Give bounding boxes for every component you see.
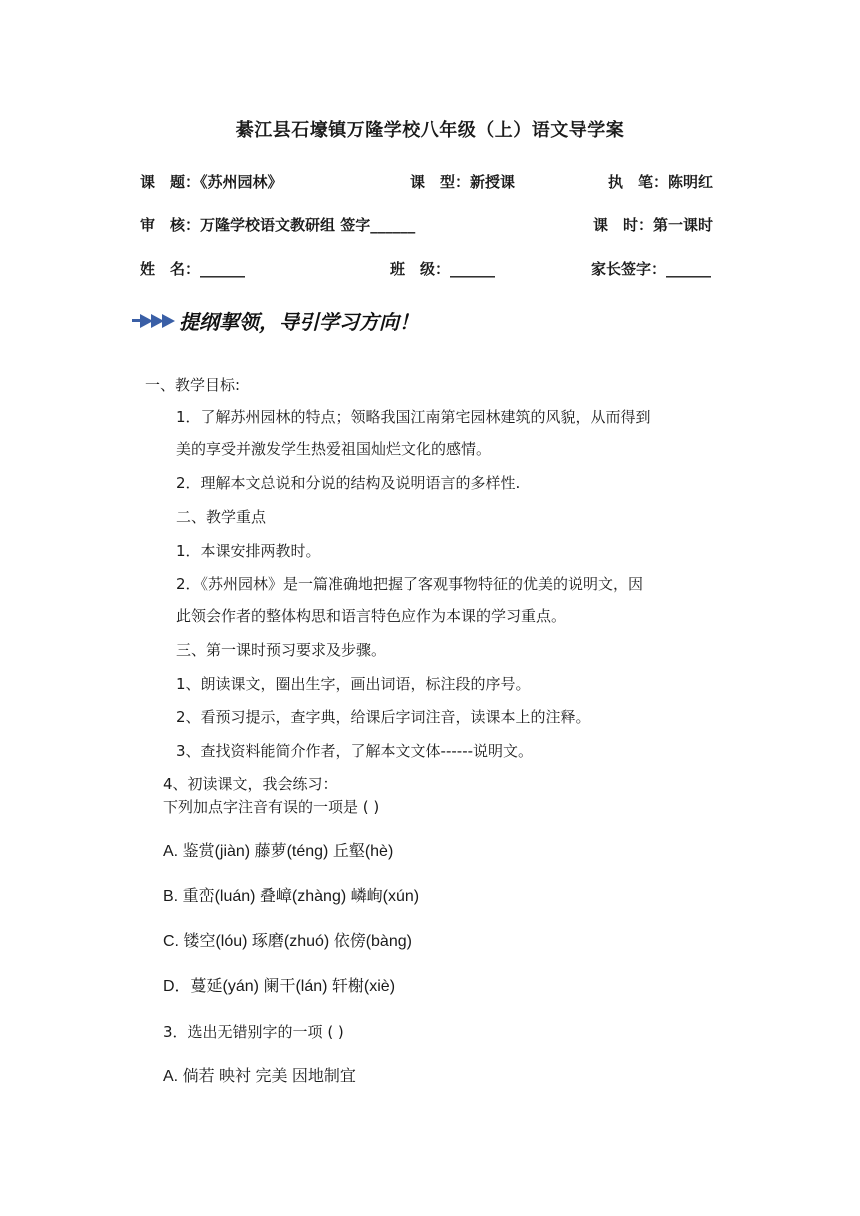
focus-heading: 二、教学重点 <box>176 508 267 526</box>
meta-reviewer: 审 核：万隆学校语文教研组 签字______ <box>140 216 416 234</box>
meta-class: 班 级：______ <box>390 260 496 278</box>
prep-1: 1、朗读课文，圈出生字，画出词语，标注段的序号。 <box>176 675 531 693</box>
prep-3: 3、查找资料能简介作者，了解本文文体------说明文。 <box>176 742 534 760</box>
prep-heading: 三、第一课时预习要求及步骤。 <box>176 641 387 659</box>
goal-1-line-2: 美的享受并激发学生热爱祖国灿烂文化的感情。 <box>176 440 492 458</box>
question-2-option-a: A. 倘若 映衬 完美 因地制宜 <box>163 1068 356 1085</box>
document-title: 綦江县石壕镇万隆学校八年级（上）语文导学案 <box>235 120 625 141</box>
goal-1-line-1: 1．了解苏州园林的特点；领略我国江南第宅园林建筑的风貌，从而得到 <box>176 408 651 426</box>
meta-name: 姓 名：______ <box>140 260 246 278</box>
question-1-option-c: C. 镂空(lóu) 琢磨(zhuó) 依傍(bàng) <box>163 933 412 950</box>
prep-4: 4、初读课文，我会练习： <box>163 775 338 793</box>
meta-lesson-type: 课 型：新授课 <box>410 173 516 191</box>
meta-period: 课 时：第一课时 <box>593 216 714 234</box>
section-banner <box>132 306 419 335</box>
meta-author: 执 笔：陈明红 <box>608 173 714 191</box>
triple-arrow-icon <box>132 314 173 328</box>
prep-2: 2、看预习提示，查字典，给课后字词注音，读课本上的注释。 <box>176 708 591 726</box>
question-1-stem: 下列加点字注音有误的一项是 ( ) <box>163 798 380 816</box>
focus-2-line-1: 2．《苏州园林》是一篇准确地把握了客观事物特征的优美的说明文，因 <box>176 575 644 593</box>
goals-heading: 一、教学目标: <box>145 376 241 394</box>
goal-2: 2．理解本文总说和分说的结构及说明语言的多样性. <box>176 474 521 492</box>
meta-parent-sign: 家长签字：______ <box>591 260 712 278</box>
focus-1: 1．本课安排两教时。 <box>176 542 321 560</box>
focus-2-line-2: 此领会作者的整体构思和语言特色应作为本课的学习重点。 <box>176 607 567 625</box>
question-2-stem: 3．选出无错别字的一项 ( ) <box>163 1023 344 1041</box>
question-1-option-b: B. 重峦(luán) 叠嶂(zhàng) 嶙峋(xún) <box>163 888 420 905</box>
meta-topic: 课 题：《苏州园林》 <box>140 173 283 191</box>
banner-text: 提纲挈领，导引学习方向！ <box>179 310 419 334</box>
question-1-option-a: A. 鉴赏(jiàn) 藤萝(téng) 丘壑(hè) <box>163 843 394 860</box>
question-1-option-d: D．蔓延(yán) 阑干(lán) 轩榭(xiè) <box>163 978 396 995</box>
